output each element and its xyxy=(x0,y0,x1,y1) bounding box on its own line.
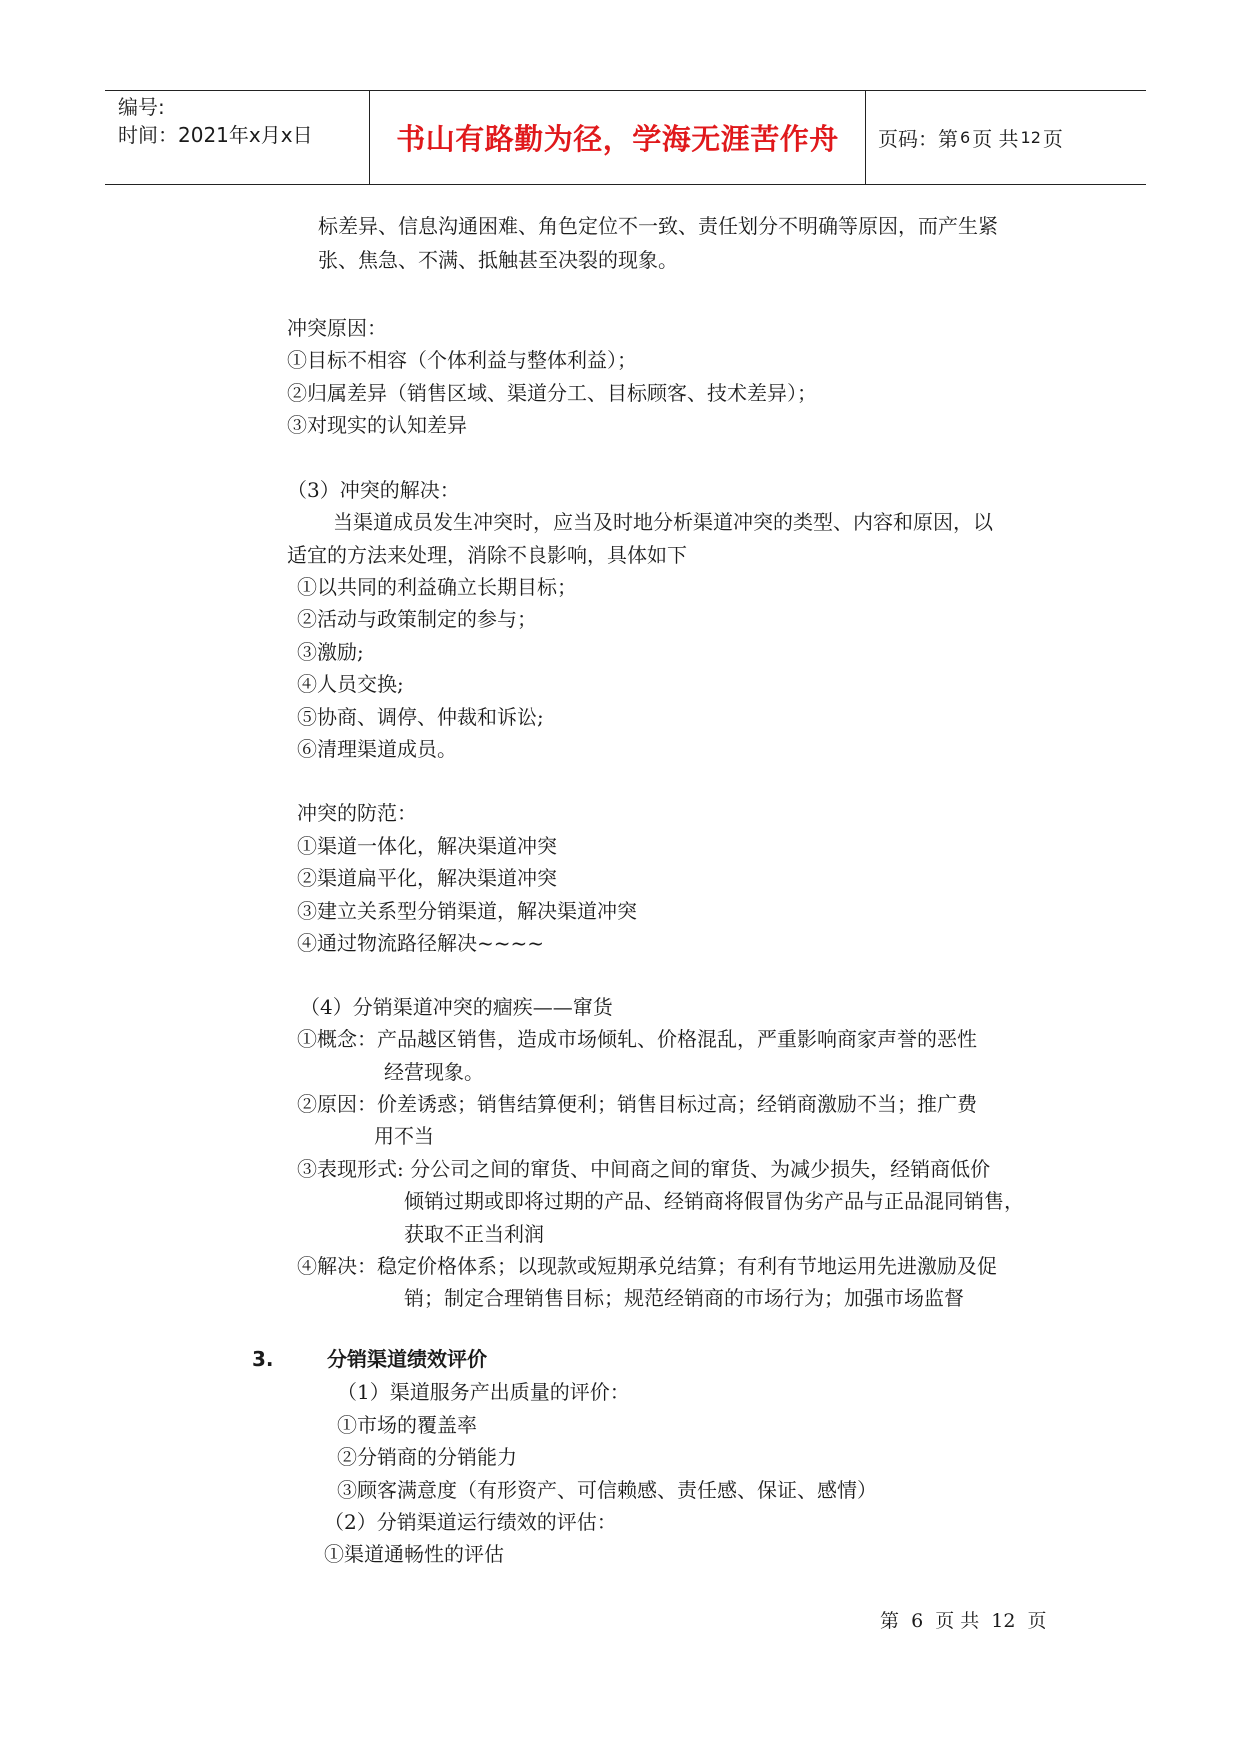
body-line: ②原因：价差诱惑；销售结算便利；销售目标过高；经销商激励不当；推广费 xyxy=(297,1092,977,1116)
body-line: ①渠道通畅性的评估 xyxy=(324,1542,504,1566)
page-mid: 页 共 xyxy=(972,127,1019,151)
body-line: ②归属差异（销售区域、渠道分工、目标顾客、技术差异）； xyxy=(287,381,817,405)
footer-page-mid: 页 共 xyxy=(935,1610,980,1632)
body-line: （1）渠道服务产出质量的评价： xyxy=(337,1380,630,1404)
page-footer xyxy=(880,1606,1053,1633)
body-line: ①市场的覆盖率 xyxy=(337,1413,477,1437)
footer-current: 6 xyxy=(911,1610,924,1632)
footer-total: 12 xyxy=(991,1610,1016,1632)
body-line: ④通过物流路径解决~~~~ xyxy=(297,931,545,955)
time-label: 时间：2021年x月x日 xyxy=(118,123,313,147)
page-total: 12 xyxy=(1020,128,1041,147)
body-line: 张、焦急、不满、抵触甚至决裂的现象。 xyxy=(318,248,678,272)
footer-page-suffix: 页 xyxy=(1027,1610,1047,1632)
body-line: ⑥清理渠道成员。 xyxy=(297,737,457,761)
body-line: ③建立关系型分销渠道，解决渠道冲突 xyxy=(297,899,637,923)
body-line: ④人员交换; xyxy=(297,672,404,696)
body-line: 冲突的防范： xyxy=(297,801,417,825)
body-line: 倾销过期或即将过期的产品、经销商将假冒伪劣产品与正品混同销售， xyxy=(404,1189,1024,1213)
body-line: ⑤协商、调停、仲裁和诉讼; xyxy=(297,705,544,729)
page-current: 6 xyxy=(960,128,971,147)
body-line: ①目标不相容（个体利益与整体利益）； xyxy=(287,348,637,372)
body-line: ②渠道扁平化，解决渠道冲突 xyxy=(297,866,557,890)
body-line: 经营现象。 xyxy=(384,1060,484,1084)
body-line: ③激励; xyxy=(297,640,364,664)
header-page-cell xyxy=(866,91,1146,184)
serial-label: 编号: xyxy=(118,95,165,119)
body-line: ③表现形式: 分公司之间的窜货、中间商之间的窜货、为减少损失，经销商低价 xyxy=(297,1157,991,1181)
header-motto-cell xyxy=(370,91,866,184)
body-line: ③对现实的认知差异 xyxy=(287,413,467,437)
body-line: 标差异、信息沟通困难、角色定位不一致、责任划分不明确等原因，而产生紧 xyxy=(318,214,998,238)
body-line: ①渠道一体化，解决渠道冲突 xyxy=(297,834,557,858)
section-number: 3. xyxy=(252,1347,274,1371)
header-meta-cell xyxy=(105,91,370,184)
body-line: 冲突原因： xyxy=(287,316,387,340)
page-prefix: 页码：第 xyxy=(878,127,958,151)
body-line: ②分销商的分销能力 xyxy=(337,1445,517,1469)
body-line: ②活动与政策制定的参与； xyxy=(297,607,537,631)
document-header xyxy=(105,90,1146,185)
body-line: ④解决：稳定价格体系；以现款或短期承兑结算；有利有节地运用先进激励及促 xyxy=(297,1254,997,1278)
section-title: 分销渠道绩效评价 xyxy=(327,1347,487,1371)
body-line: 销；制定合理销售目标；规范经销商的市场行为；加强市场监督 xyxy=(404,1286,964,1310)
motto-text: 书山有路勤为径，学海无涯苦作舟 xyxy=(396,122,839,156)
body-line: ①概念：产品越区销售，造成市场倾轧、价格混乱，严重影响商家声誉的恶性 xyxy=(297,1027,977,1051)
footer-page-word: 第 xyxy=(880,1610,900,1632)
body-line: （4）分销渠道冲突的痼疾——窜货 xyxy=(300,995,613,1019)
body-line: 适宜的方法来处理，消除不良影响，具体如下 xyxy=(287,543,687,567)
body-line: 当渠道成员发生冲突时，应当及时地分析渠道冲突的类型、内容和原因，以 xyxy=(333,510,993,534)
page-suffix: 页 xyxy=(1042,127,1063,151)
body-line: （3）冲突的解决： xyxy=(287,478,460,502)
body-line: 用不当 xyxy=(374,1124,434,1148)
body-line: ③顾客满意度（有形资产、可信赖感、责任感、保证、感情） xyxy=(337,1478,877,1502)
body-line: （2）分销渠道运行绩效的评估： xyxy=(324,1510,617,1534)
body-line: ①以共同的利益确立长期目标； xyxy=(297,575,577,599)
body-line: 获取不正当利润 xyxy=(404,1222,544,1246)
